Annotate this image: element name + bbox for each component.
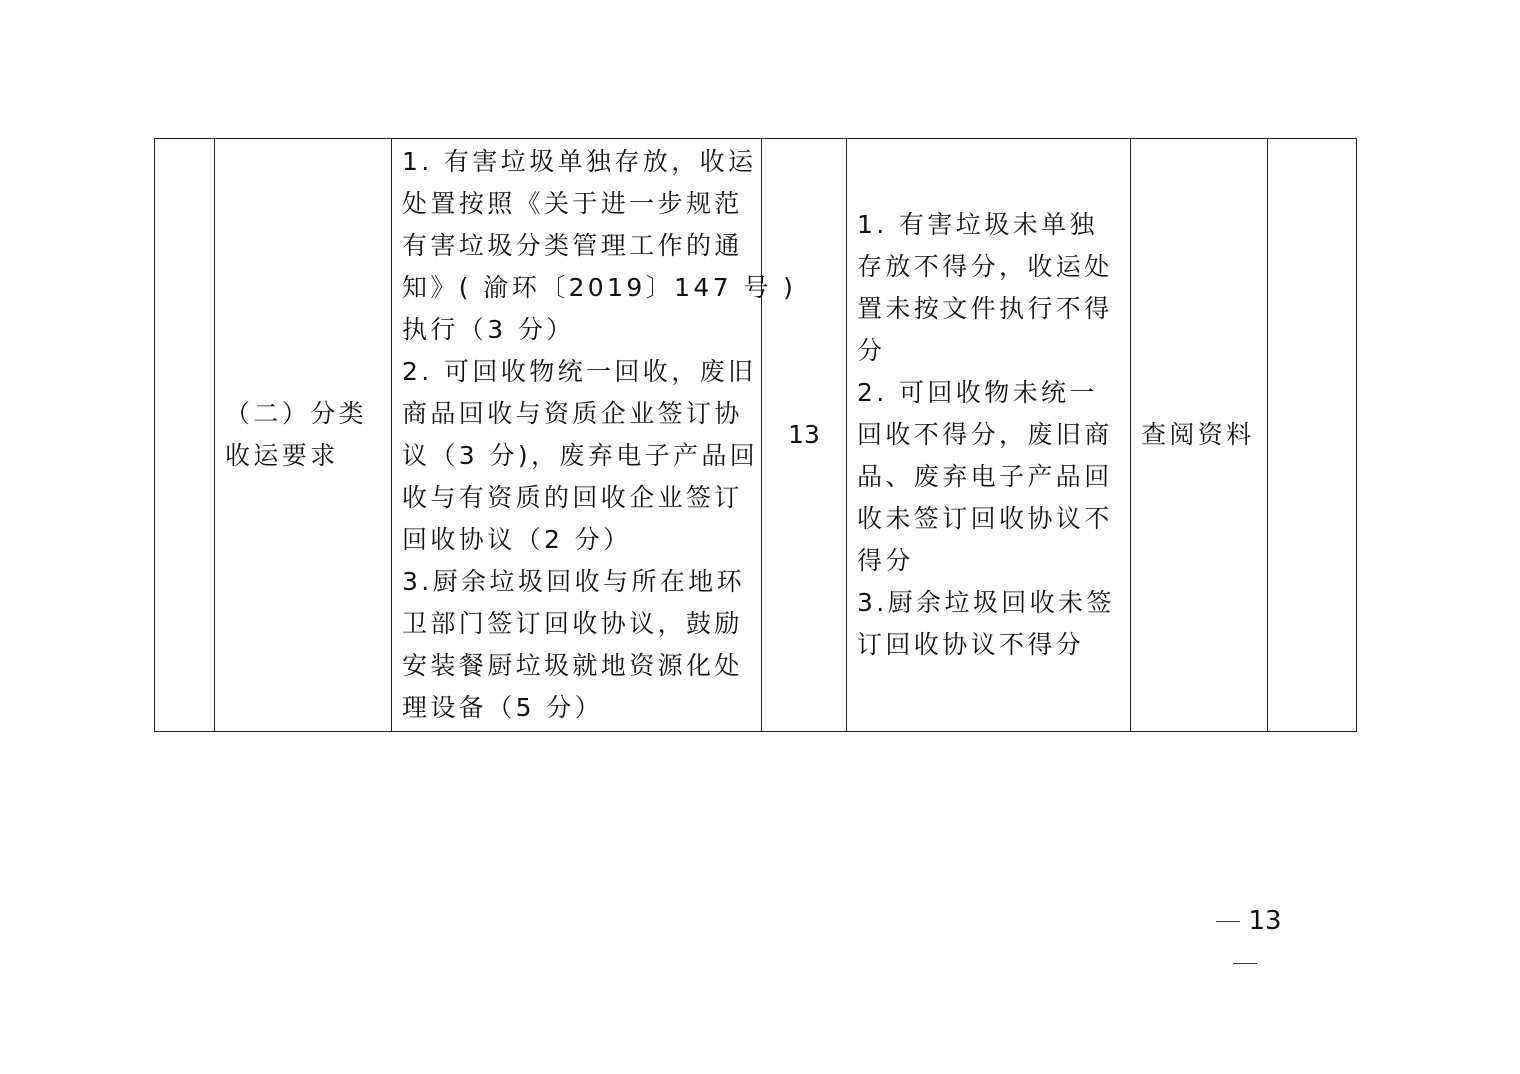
- page-dash-right: [1233, 963, 1257, 964]
- criteria-line: 回收不得分，废旧商: [857, 420, 1113, 449]
- content-line: 2. 可回收物统一回收，废旧: [402, 357, 757, 386]
- criteria-line: 存放不得分，收运处: [857, 252, 1113, 281]
- content-line: 卫部门签订回收协议，鼓励: [402, 609, 743, 638]
- content-line: 3.厨余垃圾回收与所在地环: [402, 567, 746, 596]
- criteria-line: 收未签订回收协议不: [857, 504, 1113, 533]
- criteria-line: 2. 可回收物未统一: [857, 378, 1098, 407]
- criteria-line: 置未按文件执行不得: [857, 294, 1113, 323]
- content-line: 议（3 分)，废弃电子产品回: [402, 441, 759, 470]
- content-line: 理设备（5 分）: [402, 693, 604, 722]
- content-line: 有害垃圾分类管理工作的通: [402, 231, 743, 260]
- item-cell: [215, 139, 392, 732]
- content-line: 1. 有害垃圾单独存放，收运: [402, 147, 757, 176]
- page-number-value: 13: [1248, 906, 1282, 936]
- item-line: 收运要求: [225, 441, 339, 470]
- content-cell: [392, 139, 797, 732]
- criteria-cell: [847, 139, 1131, 732]
- criteria-line: 1. 有害垃圾未单独: [857, 210, 1098, 239]
- page-number: [1190, 900, 1300, 984]
- content-line: 处置按照《关于进一步规范: [402, 189, 743, 218]
- criteria-line: 3.厨余垃圾回收未签: [857, 588, 1115, 617]
- content-line: 知》( 渝环〔2019〕147 号 ): [402, 273, 797, 302]
- content-line: 回收协议（2 分）: [402, 525, 632, 554]
- blank-cell-right: [1268, 139, 1357, 732]
- assessment-table: [154, 138, 1357, 732]
- table-row: [155, 139, 1357, 732]
- content-line: 收与有资质的回收企业签订: [402, 483, 743, 512]
- method-cell: 查阅资料: [1131, 139, 1268, 732]
- blank-cell-left: [155, 139, 215, 732]
- page-dash-left: [1216, 921, 1240, 922]
- criteria-line: 订回收协议不得分: [857, 630, 1085, 659]
- score-cell: 13: [762, 139, 847, 732]
- criteria-line: 得分: [857, 546, 914, 575]
- item-line: （二）分类: [225, 399, 368, 428]
- content-line: 商品回收与资质企业签订协: [402, 399, 743, 428]
- criteria-line: 品、废弃电子产品回: [857, 462, 1113, 491]
- content-line: 执行（3 分）: [402, 315, 575, 344]
- criteria-line: 分: [857, 336, 886, 365]
- content-line: 安装餐厨垃圾就地资源化处: [402, 651, 743, 680]
